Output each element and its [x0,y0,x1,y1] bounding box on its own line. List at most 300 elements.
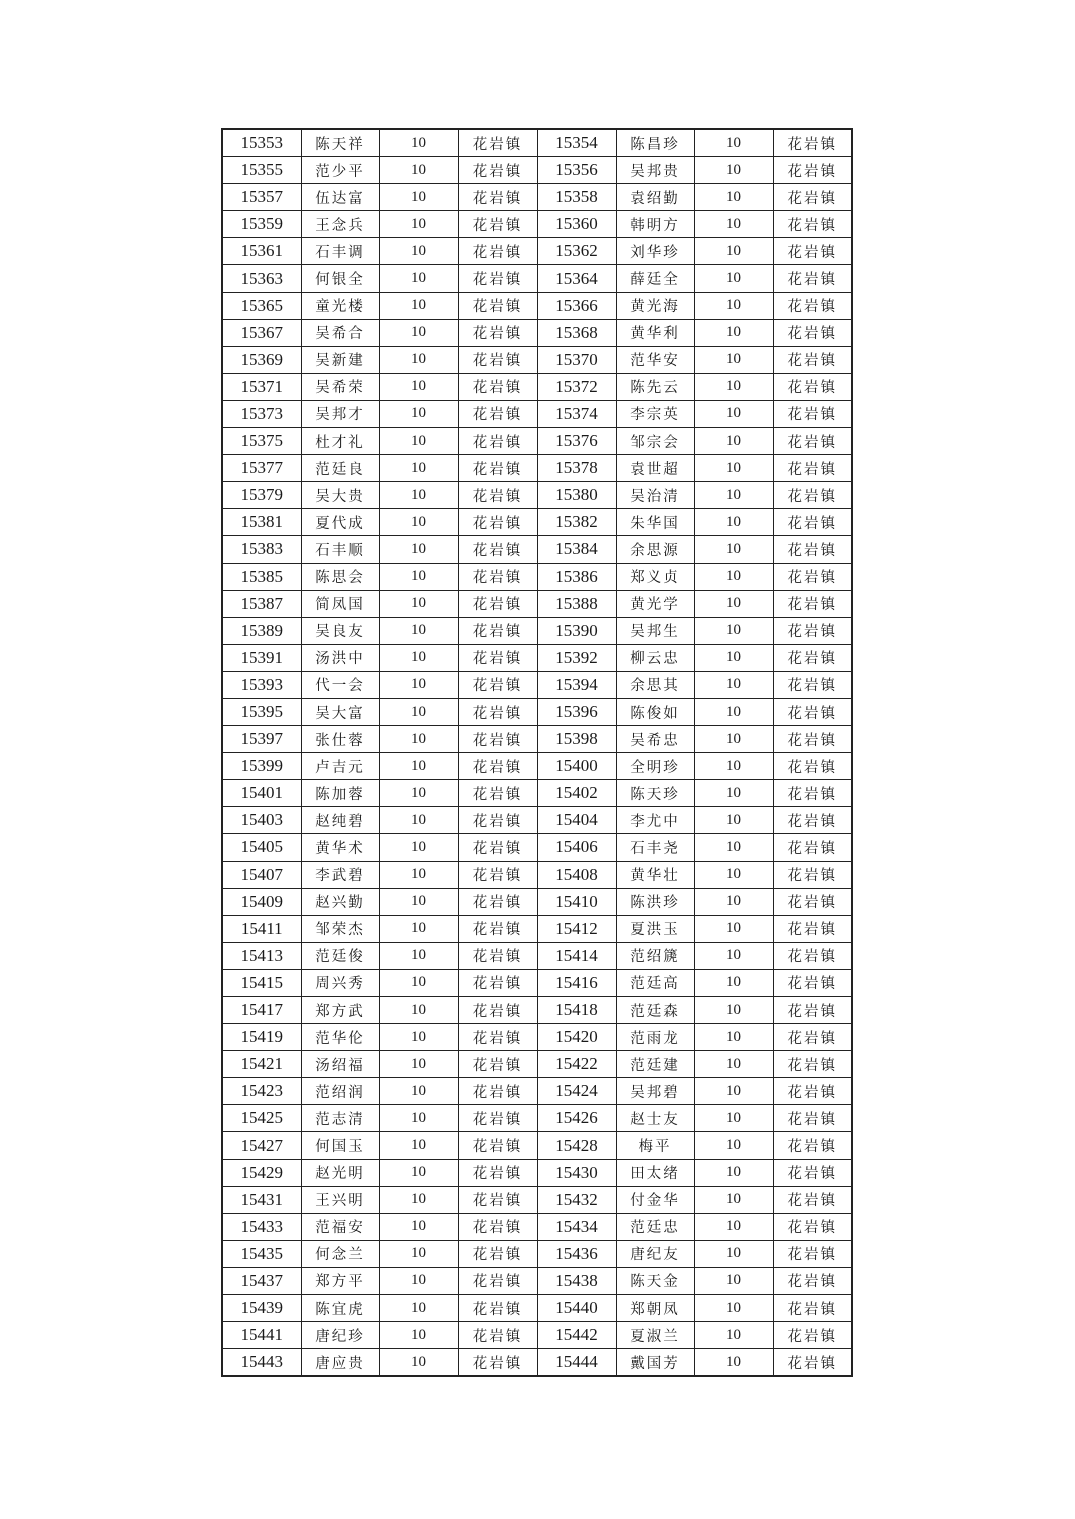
count-cell: 10 [379,265,458,292]
town-cell: 花岩镇 [773,780,852,807]
entry-id-cell: 15406 [537,834,616,861]
town-cell: 花岩镇 [773,373,852,400]
entry-id-cell: 15434 [537,1213,616,1240]
entry-id-cell: 15421 [222,1051,301,1078]
town-cell: 花岩镇 [458,698,537,725]
count-cell: 10 [379,698,458,725]
table-row [222,238,852,265]
town-cell: 花岩镇 [458,346,537,373]
town-cell: 花岩镇 [458,861,537,888]
entry-id-cell: 15367 [222,319,301,346]
count-cell: 10 [379,617,458,644]
count-cell: 10 [379,1349,458,1377]
count-cell: 10 [379,1051,458,1078]
count-cell: 10 [694,969,773,996]
person-name-cell: 赵纯碧 [301,807,379,834]
table-row [222,1105,852,1132]
count-cell: 10 [694,1267,773,1294]
town-cell: 花岩镇 [458,671,537,698]
table-row [222,400,852,427]
table-row [222,997,852,1024]
entry-id-cell: 15413 [222,942,301,969]
town-cell: 花岩镇 [458,1295,537,1322]
person-name-cell: 汤绍福 [301,1051,379,1078]
entry-id-cell: 15374 [537,400,616,427]
person-name-cell: 赵光明 [301,1159,379,1186]
count-cell: 10 [379,780,458,807]
table-row [222,1267,852,1294]
table-row [222,861,852,888]
entry-id-cell: 15405 [222,834,301,861]
town-cell: 花岩镇 [458,644,537,671]
person-name-cell: 吴新建 [301,346,379,373]
town-cell: 花岩镇 [773,184,852,211]
town-cell: 花岩镇 [773,455,852,482]
count-cell: 10 [694,807,773,834]
count-cell: 10 [379,834,458,861]
town-cell: 花岩镇 [773,1078,852,1105]
count-cell: 10 [694,726,773,753]
table-row [222,1213,852,1240]
count-cell: 10 [379,455,458,482]
table-row [222,1186,852,1213]
person-name-cell: 吴邦生 [616,617,694,644]
entry-id-cell: 15373 [222,400,301,427]
person-name-cell: 代一会 [301,671,379,698]
town-cell: 花岩镇 [458,292,537,319]
entry-id-cell: 15443 [222,1349,301,1377]
count-cell: 10 [694,671,773,698]
person-name-cell: 陈思会 [301,563,379,590]
town-cell: 花岩镇 [773,509,852,536]
person-name-cell: 黄光学 [616,590,694,617]
entry-id-cell: 15369 [222,346,301,373]
count-cell: 10 [694,780,773,807]
count-cell: 10 [694,1213,773,1240]
entry-id-cell: 15426 [537,1105,616,1132]
person-name-cell: 汤洪中 [301,644,379,671]
town-cell: 花岩镇 [458,319,537,346]
count-cell: 10 [694,563,773,590]
person-name-cell: 郑方平 [301,1267,379,1294]
town-cell: 花岩镇 [458,1240,537,1267]
person-name-cell: 朱华国 [616,509,694,536]
person-name-cell: 童光楼 [301,292,379,319]
person-name-cell: 张仕蓉 [301,726,379,753]
town-cell: 花岩镇 [458,617,537,644]
town-cell: 花岩镇 [773,997,852,1024]
count-cell: 10 [379,861,458,888]
entry-id-cell: 15399 [222,753,301,780]
town-cell: 花岩镇 [458,915,537,942]
person-name-cell: 黄华术 [301,834,379,861]
entry-id-cell: 15403 [222,807,301,834]
count-cell: 10 [379,1267,458,1294]
entry-id-cell: 15360 [537,211,616,238]
person-name-cell: 夏代成 [301,509,379,536]
count-cell: 10 [694,915,773,942]
count-cell: 10 [379,726,458,753]
person-name-cell: 郑朝凤 [616,1295,694,1322]
entry-id-cell: 15364 [537,265,616,292]
town-cell: 花岩镇 [458,184,537,211]
entry-id-cell: 15358 [537,184,616,211]
town-cell: 花岩镇 [773,888,852,915]
person-name-cell: 陈先云 [616,373,694,400]
town-cell: 花岩镇 [773,211,852,238]
town-cell: 花岩镇 [458,780,537,807]
person-name-cell: 陈天祥 [301,129,379,157]
entry-id-cell: 15389 [222,617,301,644]
count-cell: 10 [379,1159,458,1186]
entry-id-cell: 15390 [537,617,616,644]
person-name-cell: 李武碧 [301,861,379,888]
count-cell: 10 [379,1295,458,1322]
town-cell: 花岩镇 [458,997,537,1024]
entry-id-cell: 15385 [222,563,301,590]
table-row [222,455,852,482]
entry-id-cell: 15377 [222,455,301,482]
town-cell: 花岩镇 [458,807,537,834]
person-name-cell: 薛廷全 [616,265,694,292]
table-row [222,942,852,969]
count-cell: 10 [694,1322,773,1349]
entry-id-cell: 15425 [222,1105,301,1132]
count-cell: 10 [694,1051,773,1078]
person-name-cell: 范廷忠 [616,1213,694,1240]
count-cell: 10 [379,292,458,319]
entry-id-cell: 15356 [537,157,616,184]
person-name-cell: 唐纪友 [616,1240,694,1267]
entry-id-cell: 15372 [537,373,616,400]
count-cell: 10 [379,536,458,563]
count-cell: 10 [379,211,458,238]
person-name-cell: 陈俊如 [616,698,694,725]
person-name-cell: 何国玉 [301,1132,379,1159]
entry-id-cell: 15368 [537,319,616,346]
person-name-cell: 郑义贞 [616,563,694,590]
entry-id-cell: 15442 [537,1322,616,1349]
person-name-cell: 付金华 [616,1186,694,1213]
entry-id-cell: 15357 [222,184,301,211]
person-name-cell: 范志清 [301,1105,379,1132]
person-name-cell: 唐应贵 [301,1349,379,1377]
entry-id-cell: 15397 [222,726,301,753]
entry-id-cell: 15424 [537,1078,616,1105]
entry-id-cell: 15422 [537,1051,616,1078]
table-row [222,265,852,292]
count-cell: 10 [379,1213,458,1240]
person-name-cell: 石丰尧 [616,834,694,861]
entry-id-cell: 15414 [537,942,616,969]
count-cell: 10 [694,400,773,427]
table-row [222,1349,852,1377]
person-name-cell: 戴国芳 [616,1349,694,1377]
person-name-cell: 范雨龙 [616,1024,694,1051]
count-cell: 10 [379,1078,458,1105]
count-cell: 10 [379,238,458,265]
entry-id-cell: 15375 [222,428,301,455]
entry-id-cell: 15387 [222,590,301,617]
count-cell: 10 [694,184,773,211]
table-row [222,807,852,834]
person-name-cell: 吴希忠 [616,726,694,753]
town-cell: 花岩镇 [773,157,852,184]
town-cell: 花岩镇 [773,1105,852,1132]
town-cell: 花岩镇 [773,319,852,346]
count-cell: 10 [694,997,773,1024]
entry-id-cell: 15438 [537,1267,616,1294]
table-row [222,888,852,915]
town-cell: 花岩镇 [458,1267,537,1294]
town-cell: 花岩镇 [773,915,852,942]
town-cell: 花岩镇 [773,1322,852,1349]
table-row [222,292,852,319]
roster-table [221,128,853,1377]
person-name-cell: 范廷高 [616,969,694,996]
person-name-cell: 范少平 [301,157,379,184]
entry-id-cell: 15362 [537,238,616,265]
count-cell: 10 [379,915,458,942]
person-name-cell: 杜才礼 [301,428,379,455]
count-cell: 10 [379,753,458,780]
town-cell: 花岩镇 [458,509,537,536]
entry-id-cell: 15423 [222,1078,301,1105]
town-cell: 花岩镇 [773,617,852,644]
person-name-cell: 范华伦 [301,1024,379,1051]
table-row [222,129,852,157]
entry-id-cell: 15386 [537,563,616,590]
entry-id-cell: 15378 [537,455,616,482]
count-cell: 10 [379,482,458,509]
table-row [222,1024,852,1051]
table-row [222,1132,852,1159]
person-name-cell: 吴良友 [301,617,379,644]
entry-id-cell: 15430 [537,1159,616,1186]
town-cell: 花岩镇 [773,807,852,834]
count-cell: 10 [694,455,773,482]
person-name-cell: 陈加蓉 [301,780,379,807]
person-name-cell: 田太绪 [616,1159,694,1186]
person-name-cell: 黄华利 [616,319,694,346]
entry-id-cell: 15353 [222,129,301,157]
count-cell: 10 [694,753,773,780]
town-cell: 花岩镇 [773,428,852,455]
count-cell: 10 [379,888,458,915]
table-row [222,834,852,861]
person-name-cell: 吴邦碧 [616,1078,694,1105]
count-cell: 10 [694,428,773,455]
entry-id-cell: 15380 [537,482,616,509]
town-cell: 花岩镇 [458,157,537,184]
count-cell: 10 [694,698,773,725]
entry-id-cell: 15419 [222,1024,301,1051]
person-name-cell: 余思其 [616,671,694,698]
town-cell: 花岩镇 [458,400,537,427]
person-name-cell: 袁绍勤 [616,184,694,211]
table-row [222,346,852,373]
count-cell: 10 [694,590,773,617]
town-cell: 花岩镇 [773,1186,852,1213]
table-row [222,617,852,644]
table-row [222,644,852,671]
person-name-cell: 吴邦才 [301,400,379,427]
town-cell: 花岩镇 [773,265,852,292]
roster-body [222,129,852,1376]
entry-id-cell: 15418 [537,997,616,1024]
count-cell: 10 [694,373,773,400]
person-name-cell: 夏洪玉 [616,915,694,942]
town-cell: 花岩镇 [458,1105,537,1132]
table-row [222,671,852,698]
person-name-cell: 石丰顺 [301,536,379,563]
person-name-cell: 袁世超 [616,455,694,482]
town-cell: 花岩镇 [458,211,537,238]
count-cell: 10 [379,184,458,211]
town-cell: 花岩镇 [773,1213,852,1240]
entry-id-cell: 15411 [222,915,301,942]
table-row [222,319,852,346]
town-cell: 花岩镇 [773,834,852,861]
table-row [222,211,852,238]
count-cell: 10 [694,1295,773,1322]
town-cell: 花岩镇 [773,1349,852,1377]
person-name-cell: 何念兰 [301,1240,379,1267]
person-name-cell: 全明珍 [616,753,694,780]
person-name-cell: 余思源 [616,536,694,563]
person-name-cell: 简凤国 [301,590,379,617]
entry-id-cell: 15420 [537,1024,616,1051]
count-cell: 10 [694,319,773,346]
entry-id-cell: 15428 [537,1132,616,1159]
count-cell: 10 [694,644,773,671]
entry-id-cell: 15444 [537,1349,616,1377]
person-name-cell: 陈天珍 [616,780,694,807]
town-cell: 花岩镇 [458,969,537,996]
person-name-cell: 周兴秀 [301,969,379,996]
count-cell: 10 [379,807,458,834]
town-cell: 花岩镇 [458,1132,537,1159]
count-cell: 10 [379,157,458,184]
person-name-cell: 刘华珍 [616,238,694,265]
town-cell: 花岩镇 [458,536,537,563]
town-cell: 花岩镇 [773,1024,852,1051]
person-name-cell: 韩明方 [616,211,694,238]
entry-id-cell: 15395 [222,698,301,725]
count-cell: 10 [694,238,773,265]
entry-id-cell: 15402 [537,780,616,807]
town-cell: 花岩镇 [773,753,852,780]
count-cell: 10 [379,373,458,400]
town-cell: 花岩镇 [773,969,852,996]
town-cell: 花岩镇 [773,1267,852,1294]
town-cell: 花岩镇 [458,428,537,455]
person-name-cell: 范廷俊 [301,942,379,969]
entry-id-cell: 15407 [222,861,301,888]
entry-id-cell: 15398 [537,726,616,753]
count-cell: 10 [694,1159,773,1186]
count-cell: 10 [694,129,773,157]
town-cell: 花岩镇 [773,292,852,319]
person-name-cell: 范廷良 [301,455,379,482]
town-cell: 花岩镇 [458,482,537,509]
person-name-cell: 邹宗会 [616,428,694,455]
person-name-cell: 范廷森 [616,997,694,1024]
town-cell: 花岩镇 [458,1051,537,1078]
entry-id-cell: 15371 [222,373,301,400]
count-cell: 10 [379,428,458,455]
entry-id-cell: 15400 [537,753,616,780]
count-cell: 10 [379,1105,458,1132]
count-cell: 10 [694,1186,773,1213]
person-name-cell: 王念兵 [301,211,379,238]
person-name-cell: 黄光海 [616,292,694,319]
count-cell: 10 [694,1078,773,1105]
entry-id-cell: 15376 [537,428,616,455]
entry-id-cell: 15427 [222,1132,301,1159]
count-cell: 10 [379,129,458,157]
town-cell: 花岩镇 [458,942,537,969]
person-name-cell: 王兴明 [301,1186,379,1213]
count-cell: 10 [379,563,458,590]
count-cell: 10 [379,319,458,346]
town-cell: 花岩镇 [773,726,852,753]
town-cell: 花岩镇 [458,1186,537,1213]
count-cell: 10 [379,1186,458,1213]
entry-id-cell: 15431 [222,1186,301,1213]
town-cell: 花岩镇 [773,482,852,509]
count-cell: 10 [694,1349,773,1377]
table-row [222,780,852,807]
count-cell: 10 [694,482,773,509]
entry-id-cell: 15384 [537,536,616,563]
town-cell: 花岩镇 [458,590,537,617]
person-name-cell: 石丰调 [301,238,379,265]
entry-id-cell: 15366 [537,292,616,319]
entry-id-cell: 15393 [222,671,301,698]
table-row [222,726,852,753]
entry-id-cell: 15429 [222,1159,301,1186]
person-name-cell: 范绍润 [301,1078,379,1105]
town-cell: 花岩镇 [773,942,852,969]
person-name-cell: 范华安 [616,346,694,373]
town-cell: 花岩镇 [458,373,537,400]
entry-id-cell: 15391 [222,644,301,671]
entry-id-cell: 15435 [222,1240,301,1267]
entry-id-cell: 15383 [222,536,301,563]
table-row [222,915,852,942]
person-name-cell: 伍达富 [301,184,379,211]
entry-id-cell: 15441 [222,1322,301,1349]
count-cell: 10 [694,536,773,563]
entry-id-cell: 15412 [537,915,616,942]
entry-id-cell: 15401 [222,780,301,807]
person-name-cell: 吴治清 [616,482,694,509]
entry-id-cell: 15433 [222,1213,301,1240]
entry-id-cell: 15394 [537,671,616,698]
person-name-cell: 卢吉元 [301,753,379,780]
count-cell: 10 [379,590,458,617]
person-name-cell: 吴希合 [301,319,379,346]
entry-id-cell: 15392 [537,644,616,671]
town-cell: 花岩镇 [458,1349,537,1377]
entry-id-cell: 15370 [537,346,616,373]
count-cell: 10 [694,861,773,888]
town-cell: 花岩镇 [773,1159,852,1186]
town-cell: 花岩镇 [458,1159,537,1186]
person-name-cell: 陈天金 [616,1267,694,1294]
town-cell: 花岩镇 [458,888,537,915]
